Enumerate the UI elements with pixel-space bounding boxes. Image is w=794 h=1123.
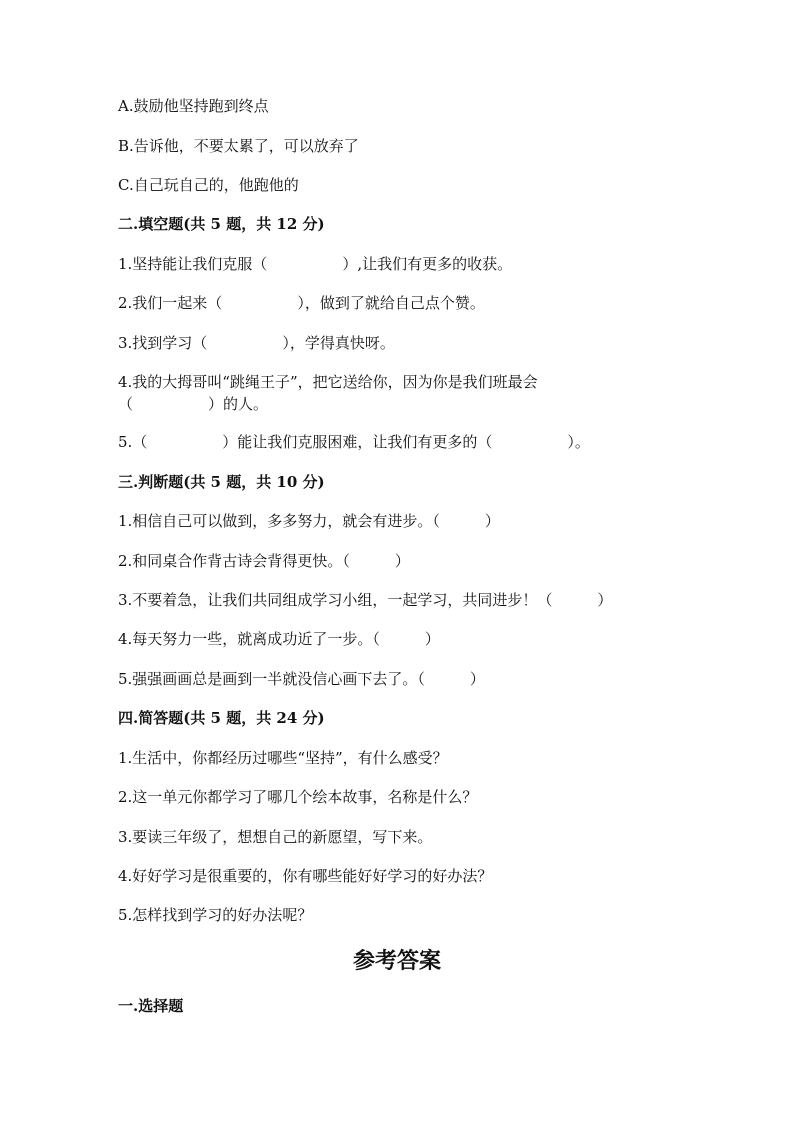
answers-title: 参考答案 bbox=[352, 948, 441, 974]
fill-section-heading: 二.填空题(共 5 题，共 12 分) bbox=[118, 215, 325, 233]
judge-item-1: 1.相信自己可以做到，多多努力，就会有进步。（ ） bbox=[118, 512, 500, 530]
judge-item-2: 2.和同桌合作背古诗会背得更快。（ ） bbox=[118, 552, 410, 570]
judge-item-5: 5.强强画画总是画到一半就没信心画下去了。（ ） bbox=[118, 670, 485, 688]
fill-item-5: 5.（ ）能让我们克服困难，让我们有更多的（ ）。 bbox=[118, 433, 590, 451]
short-item-1: 1.生活中，你都经历过哪些“坚持”，有什么感受？ bbox=[118, 749, 448, 767]
fill-item-1: 1.坚持能让我们克服（ ）,让我们有更多的收获。 bbox=[118, 255, 513, 273]
choice-b: B.告诉他，不要太累了，可以放弃了 bbox=[118, 137, 359, 155]
short-item-4: 4.好好学习是很重要的，你有哪些能好好学习的好办法？ bbox=[118, 867, 493, 885]
fill-item-4-line-1: 4.我的大拇哥叫“跳绳王子”，把它送给你，因为你是我们班最会 bbox=[118, 373, 538, 391]
short-item-3: 3.要读三年级了，想想自己的新愿望，写下来。 bbox=[118, 828, 433, 846]
fill-item-3: 3.找到学习（ ），学得真快呀。 bbox=[118, 334, 395, 352]
short-item-5: 5.怎样找到学习的好办法呢？ bbox=[118, 906, 313, 924]
judge-item-4: 4.每天努力一些，就离成功近了一步。（ ） bbox=[118, 630, 440, 648]
fill-item-4-line-2: （ ）的人。 bbox=[118, 395, 269, 413]
judge-section-heading: 三.判断题(共 5 题，共 10 分) bbox=[118, 473, 325, 491]
fill-item-2: 2.我们一起来（ ），做到了就给自己点个赞。 bbox=[118, 294, 485, 312]
choice-a: A.鼓励他坚持跑到终点 bbox=[118, 97, 269, 115]
short-item-2: 2.这一单元你都学习了哪几个绘本故事，名称是什么？ bbox=[118, 788, 478, 806]
answers-choice-heading: 一.选择题 bbox=[118, 997, 184, 1015]
short-section-heading: 四.简答题(共 5 题，共 24 分) bbox=[118, 709, 325, 727]
choice-c: C.自己玩自己的，他跑他的 bbox=[118, 176, 299, 194]
judge-item-3: 3.不要着急，让我们共同组成学习小组，一起学习，共同进步！（ ） bbox=[118, 591, 613, 609]
